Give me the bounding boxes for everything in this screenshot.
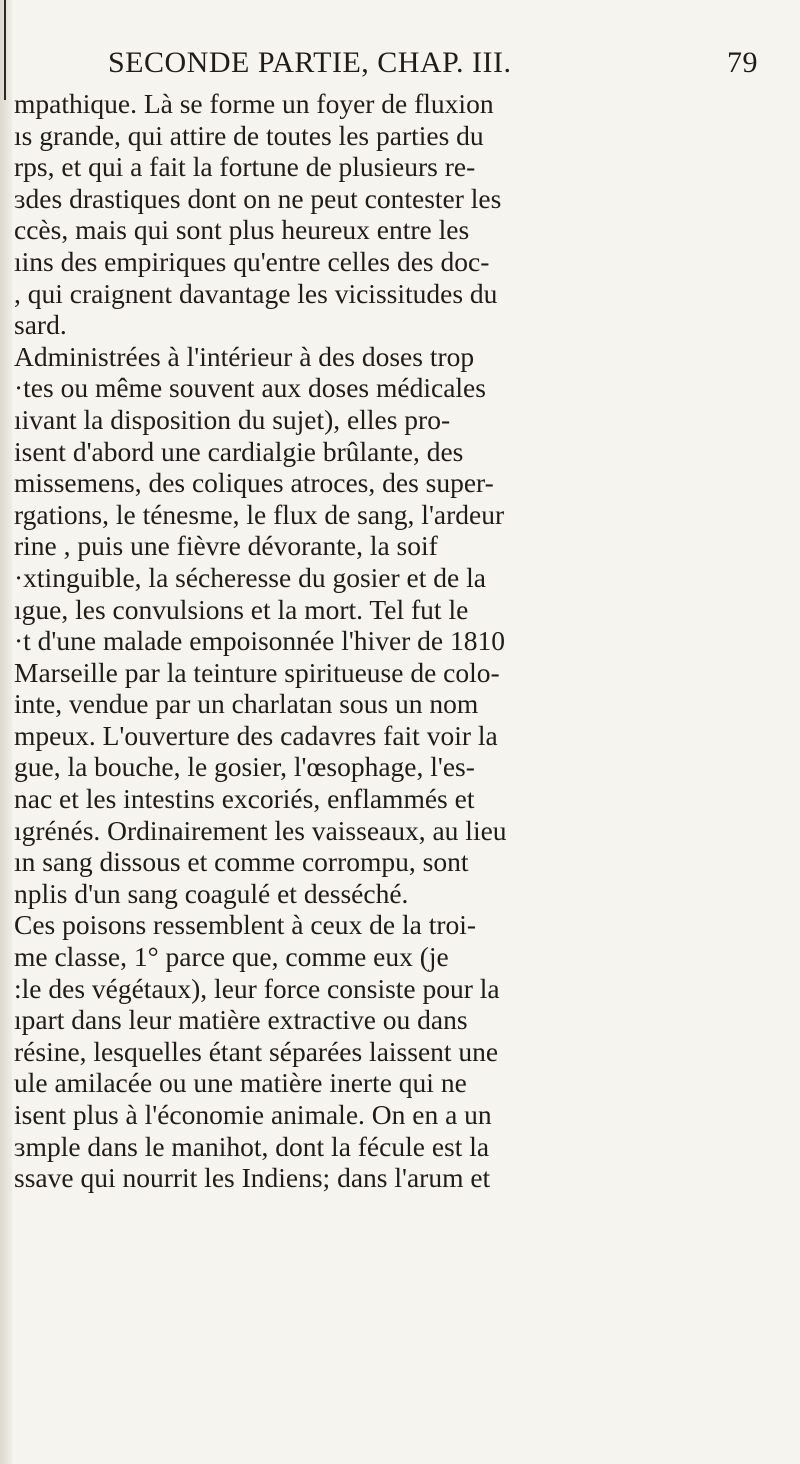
page-header [108, 46, 758, 86]
text-line: nac et les intestins excoriés, enflammés et [14, 783, 475, 815]
text-line: ssave qui nourrit les Indiens; dans l'arum et [14, 1162, 491, 1194]
binding-line [4, 0, 6, 100]
text-line: rine , puis une fièvre dévorante, la soif [14, 530, 438, 562]
text-line: ıgue, les convulsions et la mort. Tel fut le [14, 593, 469, 625]
text-line: ıs grande, qui attire de toutes les parties du [14, 119, 484, 151]
text-line: isent plus à l'économie animale. On en a un [14, 1099, 492, 1130]
text-line: ɜmple dans le manihot, dont la fécule est la [14, 1130, 490, 1162]
text-line: ·tes ou même souvent aux doses médicales [14, 372, 486, 404]
text-line: ɜdes drastiques dont on ne peut contester les [14, 182, 502, 214]
text-line: , qui craignent davantage les vicissitudes du [14, 277, 498, 309]
text-line: rps, et qui a fait la fortune de plusieurs re- [14, 151, 476, 183]
text-line: ule amilacée ou une matière inerte qui ne [14, 1067, 467, 1099]
text-line: ccès, mais qui sont plus heureux entre les [14, 214, 470, 246]
text-line: ·xtinguible, la sécheresse du gosier et de la [14, 561, 486, 593]
text-line: inte, vendue par un charlatan sous un nom [14, 688, 479, 720]
text-line: ıpart dans leur matière extractive ou dans [14, 1004, 468, 1036]
page-number: 79 [727, 46, 758, 79]
text-line: Administrées à l'intérieur à des doses trop [14, 340, 475, 372]
text-line: ıins des empiriques qu'entre celles des doc- [14, 245, 490, 277]
text-line: ıgrénés. Ordinairement les vaisseaux, au lieu [14, 814, 507, 846]
text-line: ·t d'une malade empoisonnée l'hiver de 1810 [14, 625, 506, 657]
text-line: mpeux. L'ouverture des cadavres fait voir la [14, 719, 498, 751]
running-title: SECONDE PARTIE, CHAP. III. [108, 46, 512, 79]
text-line: missemens, des coliques atroces, des super- [14, 467, 494, 499]
text-line: ın sang dissous et comme corrompu, sont [14, 846, 469, 878]
text-line: sard. [14, 309, 67, 341]
text-line: ıivant la disposition du sujet), elles pro- [14, 403, 451, 435]
text-line: rgations, le ténesme, le flux de sang, l'ardeur [14, 498, 505, 530]
page-edge [0, 0, 12, 1464]
text-line: me classe, 1° parce que, comme eux (je [14, 941, 449, 973]
text-line: résine, lesquelles étant séparées laissent une [14, 1035, 499, 1067]
text-line: Ces poisons ressemblent à ceux de la troi- [14, 909, 477, 941]
text-line: nplis d'un sang coagulé et desséché. [14, 877, 409, 909]
body-text [14, 88, 774, 1194]
text-line: mpathique. Là se forme un foyer de fluxion [14, 88, 494, 119]
text-line: gue, la bouche, le gosier, l'œsophage, l'es- [14, 751, 475, 783]
text-line: Marseille par la teinture spiritueuse de colo- [14, 656, 500, 688]
text-line: :le des végétaux), leur force consiste pour la [14, 972, 500, 1004]
text-line: isent d'abord une cardialgie brûlante, des [14, 435, 464, 467]
